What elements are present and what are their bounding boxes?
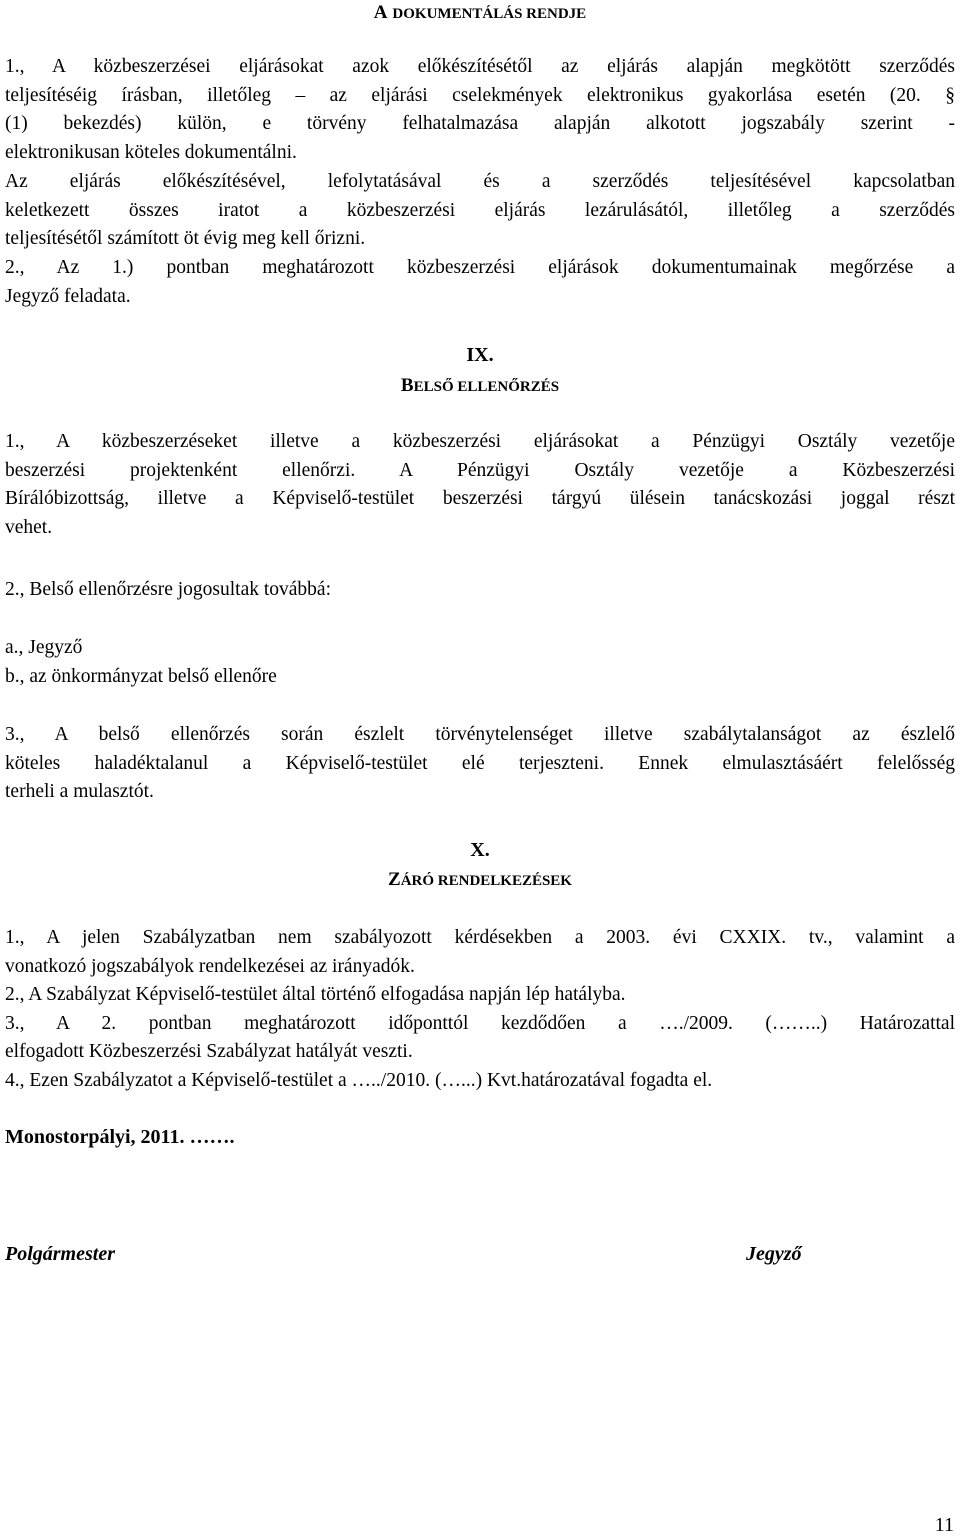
section-number-x: X. <box>470 839 490 861</box>
text-line: 1., A közbeszerzései eljárásokat azok előkészítésétől az eljárás alapján megkötött szerződés <box>5 56 955 77</box>
text-line: 2., Belső ellenőrzésre jogosultak továbbá: <box>5 579 331 600</box>
section-heading-documentation <box>0 2 960 24</box>
text-line: 4., Ezen Szabályzatot a Képviselő-testület a …../2010. (…...) Kvt.határozatával fogadta el. <box>5 1069 713 1091</box>
paragraph-doc-1 <box>5 53 955 167</box>
text-line: Az eljárás előkészítésével, lefolytatásával és a szerződés teljesítésével kapcsolatban <box>5 171 955 192</box>
text-line: beszerzési projektenként ellenőrzi. A Pénzügyi Osztály vezetője a Közbeszerzési <box>5 459 955 481</box>
paragraph-ix-1 <box>5 428 955 542</box>
paragraph-x-1 <box>5 924 955 1096</box>
text-line: elektronikusan köteles dokumentálni. <box>5 141 297 163</box>
heading-rest: ELSŐ ELLENŐRZÉS <box>413 379 560 395</box>
section-heading-internal-audit <box>0 375 960 397</box>
text-line: (1) bekezdés) külön, e törvény felhatalmazása alapján alkotott jogszabály szerint - <box>5 113 955 135</box>
text-line: 2., A Szabályzat Képviselő-testület által történő elfogadása napján lép hatályba. <box>5 984 626 1006</box>
list-ix-authorized <box>5 634 955 691</box>
list-item: a., Jegyző <box>5 637 83 658</box>
text-line: 3., A 2. pontban meghatározott időponttól kezdődően a …./2009. (……..) Határozattal <box>5 1012 955 1034</box>
text-line: teljesítésétől számított öt évig meg kell őrizni. <box>5 228 366 250</box>
section-number-ix: IX. <box>466 344 494 366</box>
text-line: keletkezett összes iratot a közbeszerzési eljárás lezárulásától, illetőleg a szerződés <box>5 199 955 221</box>
paragraph-doc-2 <box>5 168 955 254</box>
signature-mayor: Polgármester <box>5 1243 115 1265</box>
heading-initial: B <box>400 375 414 396</box>
heading-initial: A <box>373 2 388 23</box>
text-line: 3., A belső ellenőrzés során észlelt törvénytelenséget illetve szabálytalanságot az észlelő <box>5 724 955 745</box>
text-line: 2., Az 1.) pontban meghatározott közbeszerzési eljárások dokumentumainak megőrzése a <box>5 257 955 278</box>
text-line: Bírálóbizottság, illetve a Képviselő-testület beszerzési tárgyú ülésein tanácskozási joggal részt <box>5 488 955 510</box>
text-line: köteles haladéktalanul a Képviselő-testület elé terjeszteni. Ennek elmulasztásáért felelősség <box>5 752 955 774</box>
text-line: elfogadott Közbeszerzési Szabályzat hatályát veszti. <box>5 1041 413 1063</box>
page-number: 11 <box>934 1514 954 1536</box>
text-line: 1., A jelen Szabályzatban nem szabályozott kérdésekben a 2003. évi CXXIX. tv., valamint a <box>5 927 955 948</box>
text-line: vehet. <box>5 516 53 538</box>
list-item: b., az önkormányzat belső ellenőre <box>5 665 277 687</box>
text-line: terheli a mulasztót. <box>5 781 154 803</box>
paragraph-doc-3 <box>5 254 955 311</box>
text-line: vonatkozó jogszabályok rendelkezései az irányadók. <box>5 955 415 977</box>
paragraph-ix-2 <box>5 576 955 605</box>
heading-rest: ÁRÓ RENDELKEZÉSEK <box>400 873 572 889</box>
section-heading-final-provisions <box>0 869 960 891</box>
heading-rest: DOKUMENTÁLÁS RENDJE <box>392 6 587 22</box>
paragraph-ix-3 <box>5 721 955 807</box>
heading-initial: Z <box>388 869 401 890</box>
text-line: teljesítéséig írásban, illetőleg – az eljárási cselekmények elektronikus gyakorlása esetén (20. § <box>5 84 955 106</box>
signature-notary: Jegyző <box>746 1243 802 1265</box>
place-date: Monostorpályi, 2011. ……. <box>5 1126 235 1148</box>
text-line: 1., A közbeszerzéseket illetve a közbeszerzési eljárásokat a Pénzügyi Osztály vezetője <box>5 431 955 452</box>
text-line: Jegyző feladata. <box>5 285 131 307</box>
